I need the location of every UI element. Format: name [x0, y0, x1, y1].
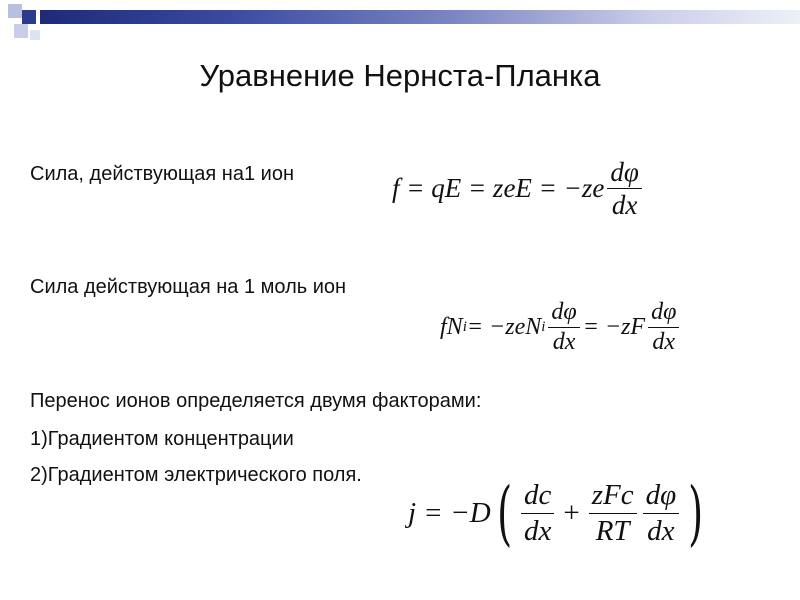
- eq3-fraction-3: [643, 480, 680, 546]
- equation-force-one-ion: [392, 158, 645, 220]
- eq2-subscript: i: [462, 319, 467, 336]
- eq2-denominator-2: dx: [652, 329, 676, 356]
- eq3-fraction-2: [589, 480, 637, 546]
- deco-square: [22, 10, 36, 24]
- eq2-subscript-2: i: [541, 319, 546, 336]
- right-paren: ): [688, 472, 704, 554]
- eq3-numerator-3: dφ: [643, 480, 680, 513]
- header-gradient-bar: [40, 10, 800, 24]
- header-decoration: [0, 0, 800, 60]
- equation-force-mole: [440, 300, 682, 355]
- text-force-mole: Сила действующая на 1 моль ион: [30, 276, 347, 298]
- eq3-denominator-1: dx: [523, 514, 552, 547]
- eq2-denominator-1: dx: [552, 329, 576, 356]
- eq3-lhs: j = −D: [408, 496, 491, 529]
- eq2-middle-2: = −zF: [582, 314, 646, 341]
- slide-title: Уравнение Нернста-Планка: [199, 58, 601, 93]
- eq2-numerator-1: dφ: [548, 300, 579, 328]
- eq3-numerator-2: zFc: [589, 480, 637, 513]
- text-factor-1: 1)Градиентом концентрации: [30, 428, 294, 450]
- eq1-numerator: dφ: [607, 158, 641, 189]
- eq3-denominator-3: dx: [647, 514, 675, 547]
- eq2-middle: = −zeN: [466, 314, 542, 341]
- eq2-numerator-2: dφ: [648, 300, 679, 328]
- text-transport: Перенос ионов определяется двумя факторами:: [30, 390, 482, 412]
- text-factor-2: 2)Градиентом электрического поля.: [30, 464, 362, 486]
- left-paren: (: [496, 472, 512, 554]
- eq3-plus: +: [563, 496, 580, 529]
- eq2-fraction-1: [548, 300, 579, 355]
- eq2-lhs: fN: [440, 314, 463, 341]
- equation-flux: [408, 472, 709, 554]
- eq3-numerator-1: dc: [521, 480, 554, 513]
- eq2-fraction-2: [648, 300, 679, 355]
- eq1-lhs: f = qE = zeE = −ze: [392, 173, 605, 204]
- eq1-fraction: [607, 158, 641, 220]
- deco-square: [30, 30, 40, 40]
- deco-square: [14, 24, 28, 38]
- eq3-fraction-1: [521, 480, 554, 546]
- deco-square: [8, 4, 22, 18]
- eq1-denominator: dx: [611, 190, 638, 221]
- eq3-denominator-2: RT: [595, 514, 630, 547]
- text-force-one-ion: Сила, действующая на1 ион: [30, 163, 294, 185]
